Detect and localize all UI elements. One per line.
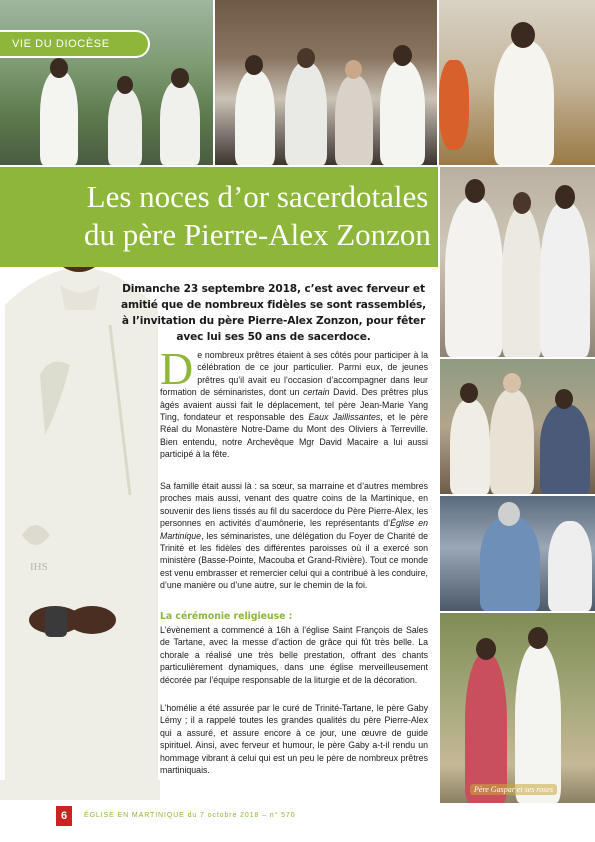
- body-paragraph-3: L’évènement a commencé à 16h à l’église Saint François de Sales de Tartane, avec la messe d’action de grâce qui fût très belle. La chorale a réalisé une très belle prestation, offrant des chants particulièrement dynamiques, dans une église merveilleusement décorée par l’équipe responsable de la liturgie et de la décoration.: [160, 625, 428, 685]
- title-line-2: du père Pierre-Alex Zonzon: [84, 217, 431, 252]
- photo-procession: [0, 0, 213, 165]
- portrait-illustration: [0, 175, 160, 800]
- svg-text:IHS: IHS: [30, 561, 48, 573]
- p1-italic-a: certain: [303, 387, 330, 398]
- photo-congregation: [215, 0, 437, 165]
- page-number: 6: [56, 806, 72, 826]
- p1-text-c: , et le père Réal du Monastère Notre-Dame du Mont des Oliviers à Terreville. Bien entendu, notre Archevêque Mgr David Macaire a lui aussi participé à la fête.: [160, 412, 428, 460]
- body-paragraph-1: [160, 343, 429, 461]
- p2-italic-a: Église en Martinique: [160, 518, 428, 541]
- portrait-pere-pierre-alex: [0, 175, 160, 800]
- footer-publication: ÉGLISE EN MARTINIQUE du 7 octobre 2018 – n° 570: [84, 812, 296, 819]
- title-line-1: Les noces d’or sacerdotales: [86, 179, 429, 214]
- subhead-ceremonie: La cérémonie religieuse :: [160, 611, 293, 622]
- body-paragraph-4: L’homélie a été assurée par le curé de Trinité-Tartane, le père Gaby Lémy ; il a rappelé toutes les grandes qualités du père Pierre-Alex qui a assuré, et assure encore à ce jour, une œuvre de guide spirituel. Ainsi, avec ferveur et humour, le père Gaby a-t-il rendu un hommage vibrant à celui qui est un peu le père de nombreux prêtres martiniquais.: [160, 703, 428, 776]
- photo-sermon: [439, 0, 595, 165]
- photo-priests-laughing: [440, 167, 595, 357]
- section-tag: VIE DU DIOCÈSE: [0, 32, 148, 56]
- p2-text-a: Sa famille était aussi là : sa sœur, sa marraine et d’autres membres proches mais aussi, venant des quatre coins de la Martinique, en souvenir des liens tissés au fil du sacerdoce du Père Pierre-Alex, les personnes en activités d’aumônerie, les représentants d’: [160, 481, 428, 529]
- article-title: [80, 178, 435, 254]
- photo-garden: [440, 613, 595, 803]
- p2-text-b: , les séminaristes, une délégation du Foyer de Charité de Trinité et les fidèles des différentes paroisses où il a exercé son ministère (Basse-Pointe, Macouba et Grand-Rivière). Tout ce monde est venu embrasser et remercier celui qui a contribué à les conduire, d’une manière ou d’une autre, sur le chemin de la foi.: [160, 530, 428, 591]
- photo-caption: Père Gaspar et ses roses: [470, 784, 557, 795]
- p1-text-b: David. Des prêtres plus âgés avaient aussi fait le déplacement, tel père Jean-Marie Yang Ting, fondateur et responsable des: [160, 387, 429, 423]
- dropcap: D: [160, 343, 194, 394]
- photo-greeting: [440, 496, 595, 611]
- photo-crowd: [440, 359, 595, 494]
- p1-text-a: e nombreux prêtres étaient à ses côtés pour participer à la célébration de ce jour particulier. Parmi eux, de jeunes prêtres qu’il avait eu l’occasion d’accompagner dans leur formation de séminaristes, dont un: [160, 350, 428, 398]
- body-paragraph-2: [160, 480, 428, 592]
- article-intro: Dimanche 23 septembre 2018, c’est avec ferveur et amitié que de nombreux fidèles se sont rassemblés, à l’invitation du père Pierre-Alex Zonzon, pour fêter avec lui ses 50 ans de sacerdoce.: [120, 283, 427, 343]
- p1-italic-b: Eaux Jaillissantes: [308, 412, 381, 423]
